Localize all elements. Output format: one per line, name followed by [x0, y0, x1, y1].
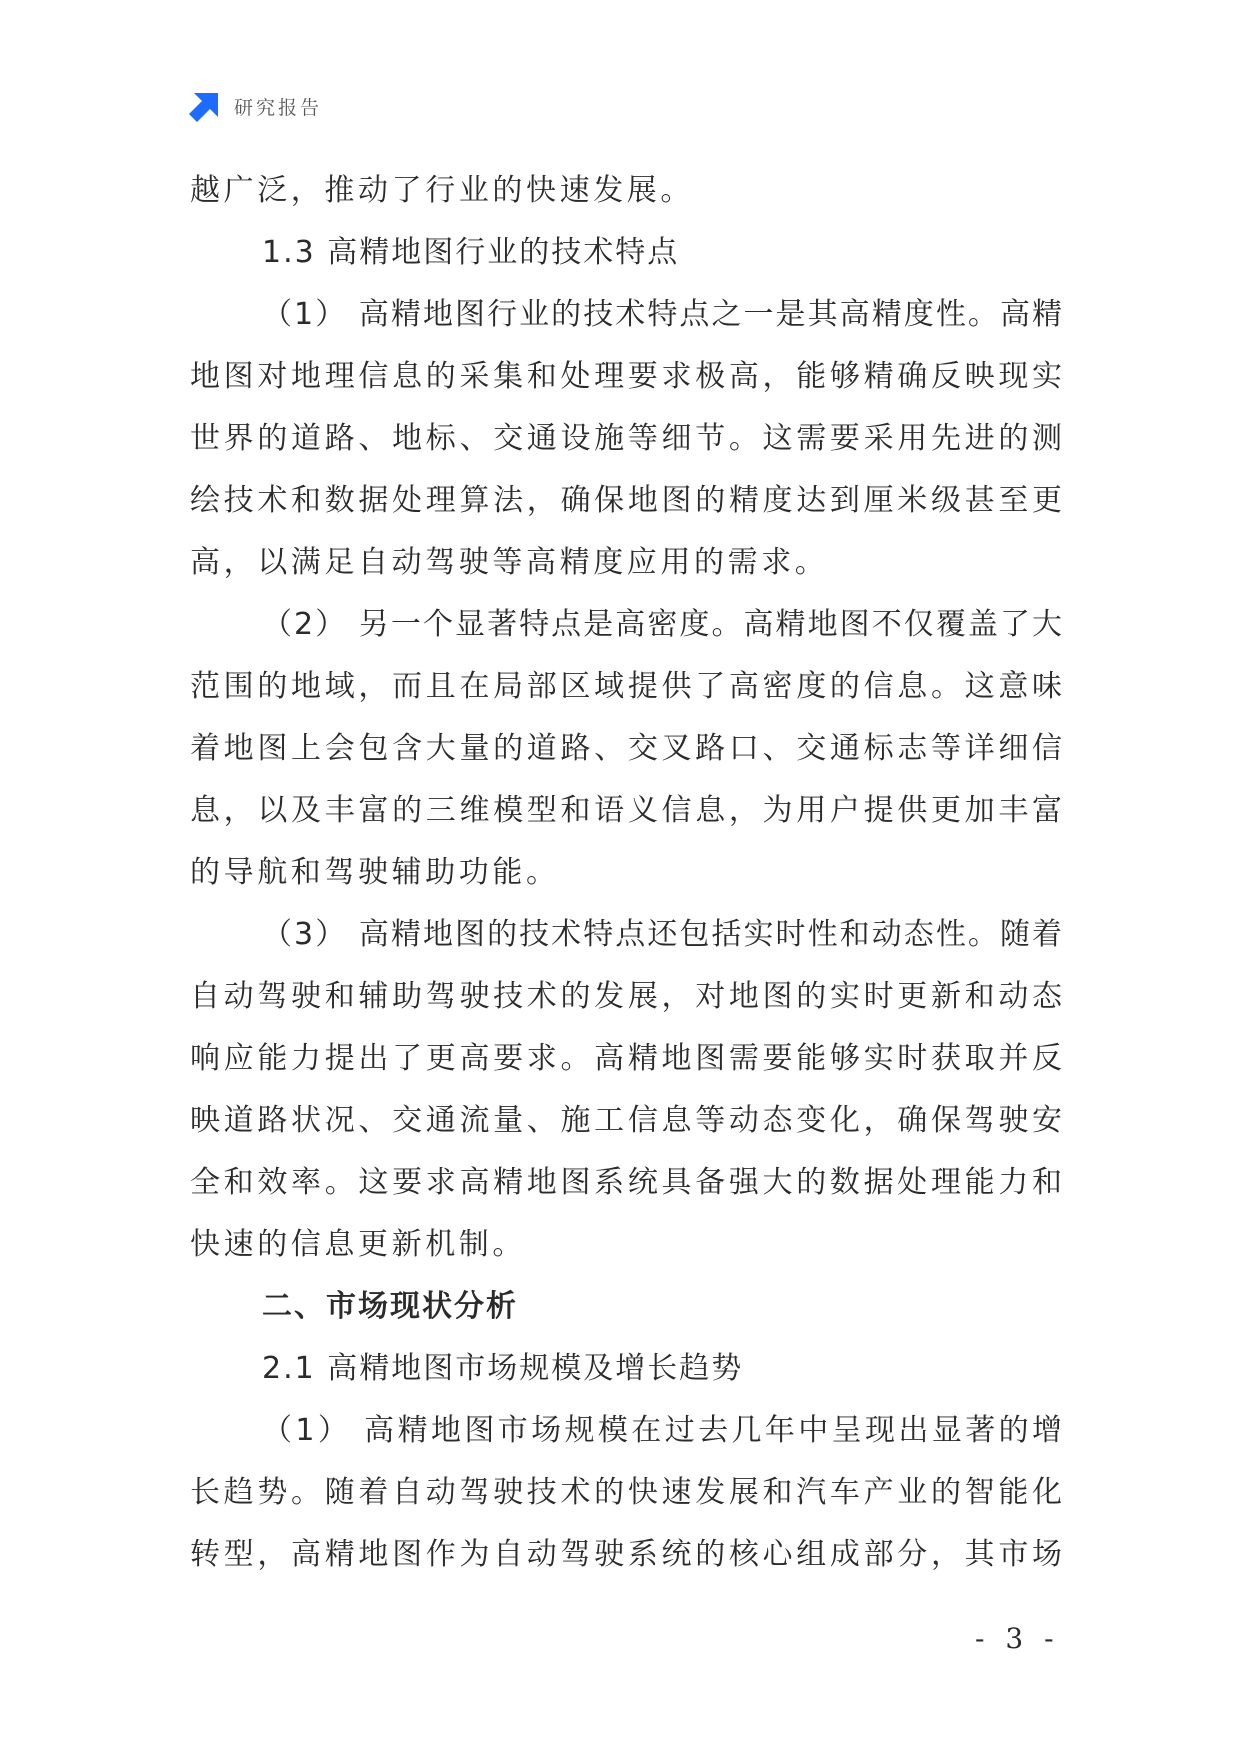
paragraph-line: 越广泛，推动了行业的快速发展。	[190, 173, 694, 208]
arrow-logo-icon	[188, 89, 222, 123]
page-header	[188, 88, 322, 124]
paragraph-line: （1） 高精地图市场规模在过去几年中呈现出显著的增	[262, 1413, 1062, 1448]
chapter-heading: 二、市场现状分析	[262, 1289, 518, 1324]
paragraph-line: 转型，高精地图作为自动驾驶系统的核心组成部分，其市场	[190, 1537, 1062, 1572]
paragraph-line: 息，以及丰富的三维模型和语义信息，为用户提供更加丰富	[190, 793, 1062, 828]
page-number: - 3 -	[975, 1622, 1060, 1655]
paragraph-line: 绘技术和数据处理算法，确保地图的精度达到厘米级甚至更	[190, 483, 1062, 518]
paragraph-line: 快速的信息更新机制。	[190, 1227, 526, 1262]
paragraph-line: 地图对地理信息的采集和处理要求极高，能够精确反映现实	[190, 359, 1062, 394]
paragraph-line: 自动驾驶和辅助驾驶技术的发展，对地图的实时更新和动态	[190, 979, 1062, 1014]
paragraph-line: 世界的道路、地标、交通设施等细节。这需要采用先进的测	[190, 421, 1062, 456]
paragraph-line: 高，以满足自动驾驶等高精度应用的需求。	[190, 545, 829, 580]
header-title: 研究报告	[234, 96, 323, 119]
paragraph-line: 范围的地域，而且在局部区域提供了高密度的信息。这意味	[190, 669, 1062, 704]
section-heading: 2.1 高精地图市场规模及增长趋势	[262, 1351, 744, 1386]
paragraph-line: （1） 高精地图行业的技术特点之一是其高精度性。高精	[262, 297, 1062, 332]
paragraph-line: 着地图上会包含大量的道路、交叉路口、交通标志等详细信	[190, 731, 1062, 766]
document-body	[190, 160, 1062, 1586]
paragraph-line: （2） 另一个显著特点是高密度。高精地图不仅覆盖了大	[262, 607, 1062, 642]
paragraph-line: 长趋势。随着自动驾驶技术的快速发展和汽车产业的智能化	[190, 1475, 1062, 1510]
paragraph-line: （3） 高精地图的技术特点还包括实时性和动态性。随着	[262, 917, 1062, 952]
paragraph-line: 全和效率。这要求高精地图系统具备强大的数据处理能力和	[190, 1165, 1062, 1200]
section-heading: 1.3 高精地图行业的技术特点	[262, 235, 680, 270]
paragraph-line: 映道路状况、交通流量、施工信息等动态变化，确保驾驶安	[190, 1103, 1062, 1138]
paragraph-line: 响应能力提出了更高要求。高精地图需要能够实时获取并反	[190, 1041, 1062, 1076]
paragraph-line: 的导航和驾驶辅助功能。	[190, 855, 560, 890]
